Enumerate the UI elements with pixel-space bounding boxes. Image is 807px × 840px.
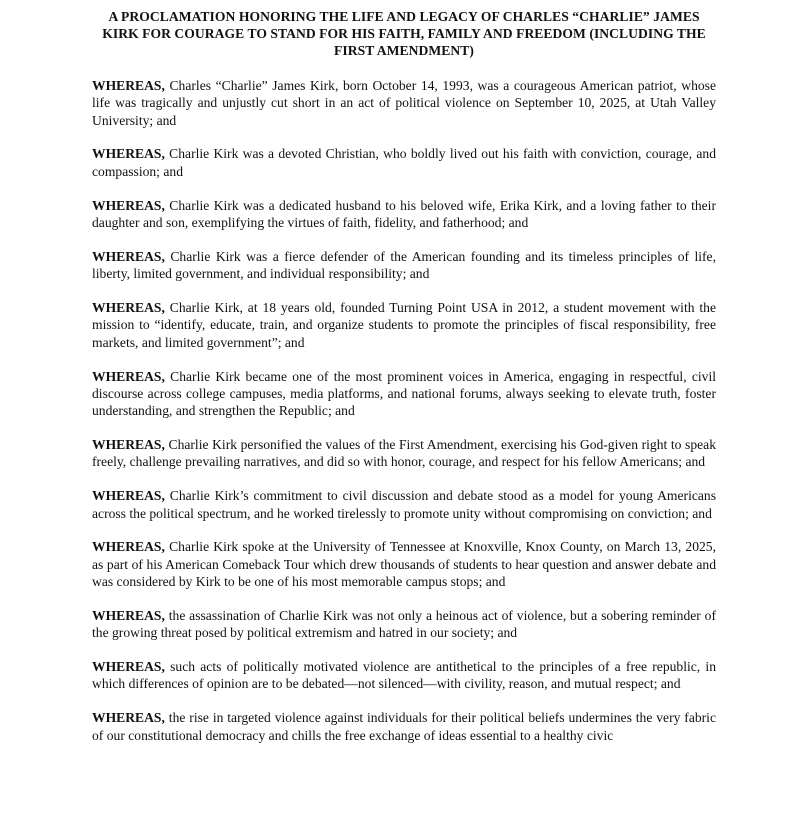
whereas-keyword: WHEREAS, — [92, 539, 165, 555]
whereas-paragraph-12 — [92, 709, 716, 744]
whereas-paragraph-3 — [92, 197, 716, 232]
document-title: A PROCLAMATION HONORING THE LIFE AND LEGACY OF CHARLES “CHARLIE” JAMES KIRK FOR COURAGE TO STAND FOR HIS FAITH, FAMILY AND FREEDOM (INCLUDING THE FIRST AMENDMENT) — [102, 9, 706, 58]
whereas-keyword: WHEREAS, — [92, 197, 165, 213]
paragraph-text: Charlie Kirk personified the values of the First Amendment, exercising his God-given right to speak freely, challenge prevailing narratives, and did so with honor, courage, and respect for his fellow Americans; and — [92, 437, 716, 470]
whereas-paragraph-1 — [92, 77, 716, 129]
proclamation-page — [92, 8, 716, 760]
whereas-paragraph-4 — [92, 248, 716, 283]
whereas-paragraph-11 — [92, 658, 716, 693]
paragraph-text: Charlie Kirk’s commitment to civil discussion and debate stood as a model for young Americans across the political spectrum, and he worked tirelessly to promote unity without compromising on conviction; and — [92, 488, 716, 521]
whereas-paragraph-5 — [92, 299, 716, 351]
paragraph-text: Charlie Kirk was a devoted Christian, who boldly lived out his faith with conviction, courage, and compassion; and — [92, 146, 716, 179]
whereas-keyword: WHEREAS, — [92, 300, 165, 316]
whereas-paragraph-9 — [92, 538, 716, 590]
paragraph-text: the rise in targeted violence against individuals for their political beliefs undermines the very fabric of our constitutional democracy and chills the free exchange of ideas essential to a healthy civic — [92, 710, 716, 743]
whereas-keyword: WHEREAS, — [92, 248, 165, 264]
whereas-paragraph-7 — [92, 436, 716, 471]
whereas-paragraph-6 — [92, 368, 716, 420]
paragraph-text: Charlie Kirk, at 18 years old, founded Turning Point USA in 2012, a student movement with the mission to “identify, educate, train, and organize students to promote the principles of fiscal responsibility, free markets, and limited government”; and — [92, 300, 716, 350]
whereas-keyword: WHEREAS, — [92, 659, 165, 675]
whereas-keyword: WHEREAS, — [92, 78, 165, 93]
paragraph-text: Charlie Kirk became one of the most prominent voices in America, engaging in respectful, civil discourse across college campuses, media platforms, and national forums, always seeking to elevate truth, foster understanding, and strengthen the Republic; and — [92, 368, 716, 419]
paragraph-text: such acts of politically motivated violence are antithetical to the principles of a free republic, in which differences of opinion are to be debated—not silenced—with civility, reason, and mutual respect; and — [92, 659, 716, 692]
whereas-paragraph-8 — [92, 487, 716, 522]
whereas-paragraph-2 — [92, 145, 716, 180]
paragraph-text: Charles “Charlie” James Kirk, born October 14, 1993, was a courageous American patriot, whose life was tragically and unjustly cut short in an act of political violence on September 10, 2025, at Utah Valley University; and — [92, 78, 716, 128]
whereas-keyword: WHEREAS, — [92, 146, 165, 162]
whereas-keyword: WHEREAS, — [92, 368, 165, 384]
whereas-keyword: WHEREAS, — [92, 710, 165, 726]
paragraph-text: Charlie Kirk was a fierce defender of the American founding and its timeless principles of life, liberty, limited government, and individual responsibility; and — [92, 248, 716, 282]
paragraph-text: Charlie Kirk spoke at the University of Tennessee at Knoxville, Knox County, on March 13, 2025, as part of his American Comeback Tour which drew thousands of students to hear question and answer debate and was considered by Kirk to be one of his most memorable campus stops; and — [92, 539, 716, 589]
whereas-keyword: WHEREAS, — [92, 437, 165, 453]
whereas-keyword: WHEREAS, — [92, 607, 165, 623]
paragraph-text: Charlie Kirk was a dedicated husband to his beloved wife, Erika Kirk, and a loving father to their daughter and son, exemplifying the virtues of faith, fidelity, and fatherhood; and — [92, 197, 716, 230]
paragraph-text: the assassination of Charlie Kirk was not only a heinous act of violence, but a sobering reminder of the growing threat posed by political extremism and hatred in our society; and — [92, 607, 716, 641]
whereas-keyword: WHEREAS, — [92, 488, 165, 504]
whereas-paragraph-10 — [92, 607, 716, 642]
